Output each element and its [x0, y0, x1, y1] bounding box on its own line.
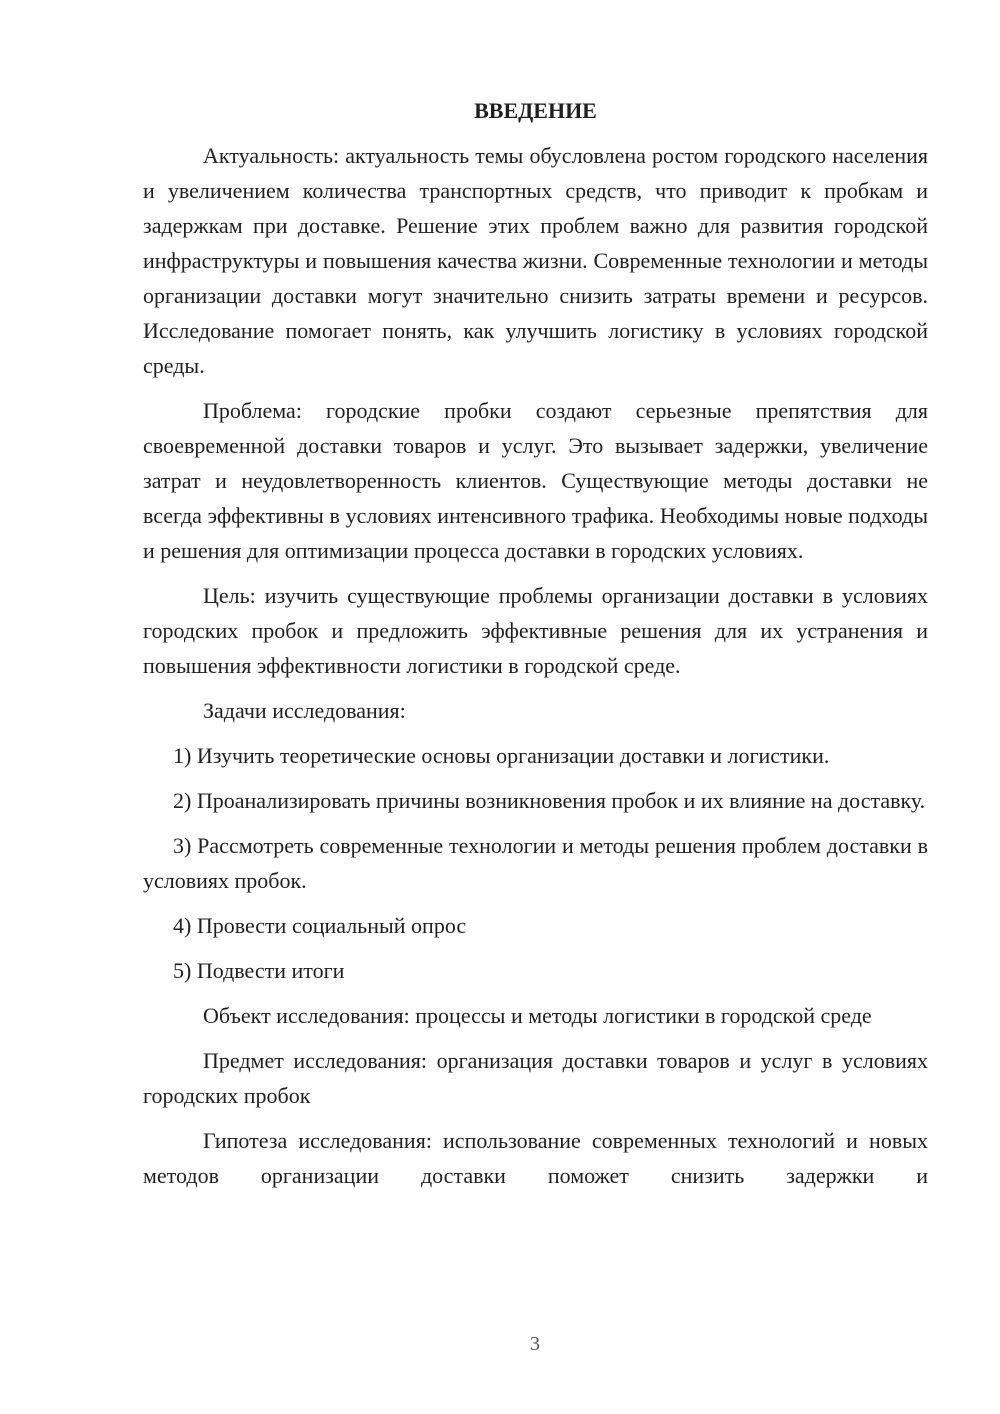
paragraph-subject: Предмет исследования: организация доставки товаров и услуг в условиях городских пробок: [143, 1048, 928, 1108]
paragraph-problem: Проблема: городские пробки создают серьезные препятствия для своевременной доставки товаров и услуг. Это вызывает задержки, увеличение затрат и неудовлетворенность клиентов. Существующие методы доставки не всегда эффективны в условиях интенсивного трафика. Необходимы новые подходы и решения для оптимизации процесса доставки в городских условиях.: [143, 398, 928, 563]
paragraph-relevance: Актуальность: актуальность темы обусловлена ростом городского населения и увеличением количества транспортных средств, что приводит к пробкам и задержкам при доставке. Решение этих проблем важно для развития городской инфраструктуры и повышения качества жизни. Современные технологии и методы организации доставки могут значительно снизить затраты времени и ресурсов. Исследование помогает понять, как улучшить логистику в условиях городской среды.: [143, 143, 928, 378]
paragraph-hypothesis: Гипотеза исследования: использование современных технологий и новых методов организации доставки поможет снизить задержки и: [143, 1128, 928, 1188]
task-item-3: 3) Рассмотреть современные технологии и методы решения проблем доставки в условиях пробок.: [143, 833, 928, 893]
task-item-2: 2) Проанализировать причины возникновения пробок и их влияние на доставку.: [173, 788, 926, 813]
task-item-5: 5) Подвести итоги: [173, 958, 345, 983]
paragraph-object: Объект исследования: процессы и методы логистики в городской среде: [203, 1003, 872, 1028]
paragraph-tasks-heading: Задачи исследования:: [203, 698, 406, 723]
task-item-1: 1) Изучить теоретические основы организации доставки и логистики.: [173, 743, 830, 768]
task-item-4: 4) Провести социальный опрос: [173, 913, 467, 938]
paragraph-goal: Цель: изучить существующие проблемы организации доставки в условиях городских пробок и предложить эффективные решения для их устранения и повышения эффективности логистики в городской среде.: [143, 583, 928, 678]
page-number: 3: [530, 1333, 540, 1355]
page-title: ВВЕДЕНИЕ: [474, 98, 597, 123]
page-content: [143, 96, 928, 1203]
